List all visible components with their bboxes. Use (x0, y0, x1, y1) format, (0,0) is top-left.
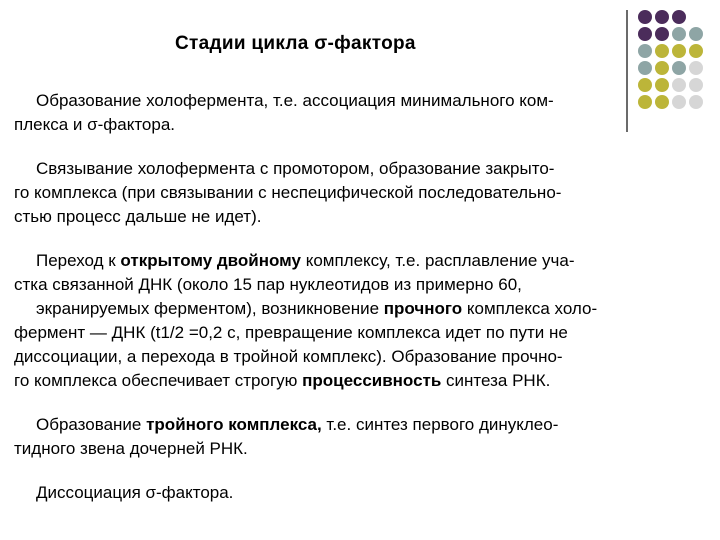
text-run: Образование холофермента, т.е. ассоциация минимального ком- (36, 91, 554, 110)
decorative-dot (655, 61, 669, 75)
text-run: комплексу, т.е. расплавление уча- (300, 251, 575, 270)
text-line (14, 481, 704, 505)
text-run: диссоциации, а перехода в тройной комплекс). Образование прочно- (14, 347, 563, 366)
decorative-dot (689, 44, 703, 58)
text-run: стка связанной ДНК (около 15 пар нуклеотидов из примерно 60, (14, 275, 522, 294)
bold-term: тройного комплекса, (146, 415, 322, 434)
text-run: го комплекса (при связывании с неспецифической последовательно- (14, 183, 562, 202)
text-run: Переход к (36, 251, 121, 270)
text-run: экранируемых ферментом), возникновение (36, 299, 384, 318)
decorative-dot (655, 44, 669, 58)
decorative-dot (638, 44, 652, 58)
text-line (14, 273, 704, 297)
paragraph-5 (14, 481, 704, 505)
text-run: синтеза РНК. (441, 371, 551, 390)
decorative-dot (689, 27, 703, 41)
text-run: фермент — ДНК (t1/2 =0,2 с, превращение комплекса идет по пути не (14, 323, 568, 342)
decorative-dot (655, 27, 669, 41)
decorative-dot (672, 61, 686, 75)
text-line (14, 369, 704, 393)
decorative-dot (672, 44, 686, 58)
text-line (14, 321, 704, 345)
decorative-dot (638, 27, 652, 41)
text-line (14, 345, 704, 369)
slide-body (14, 89, 704, 525)
decorative-dot (689, 61, 703, 75)
decorative-dot (672, 10, 686, 24)
bold-term: процессивность (302, 371, 442, 390)
text-line (14, 297, 704, 321)
text-line (14, 249, 704, 273)
text-run: т.е. синтез первого динуклео- (321, 415, 559, 434)
paragraph-3 (14, 249, 704, 393)
decorative-dot (655, 10, 669, 24)
text-run: Образование (36, 415, 147, 434)
text-run: Диссоциация σ-фактора. (36, 483, 234, 502)
text-line (14, 89, 704, 113)
text-run: комплекса холо- (462, 299, 598, 318)
text-run: Связывание холофермента с промотором, образование закрыто- (36, 159, 555, 178)
bold-term: открытому двойному (120, 251, 301, 270)
text-run: тидного звена дочерней РНК. (14, 439, 248, 458)
text-line (14, 113, 704, 137)
text-line (14, 181, 704, 205)
text-line (14, 413, 704, 437)
paragraph-2 (14, 157, 704, 229)
text-line (14, 437, 704, 461)
text-run: го комплекса обеспечивает строгую (14, 371, 303, 390)
paragraph-1 (14, 89, 704, 137)
decorative-dot (672, 27, 686, 41)
bold-term: прочного (383, 299, 463, 318)
decorative-dot (638, 10, 652, 24)
page-title: Стадии цикла σ-фактора (175, 33, 416, 54)
text-line (14, 157, 704, 181)
text-run: стью процесс дальше не идет). (14, 207, 262, 226)
decorative-dot (638, 61, 652, 75)
text-run: плекса и σ-фактора. (14, 115, 176, 134)
text-line (14, 205, 704, 229)
paragraph-4 (14, 413, 704, 461)
